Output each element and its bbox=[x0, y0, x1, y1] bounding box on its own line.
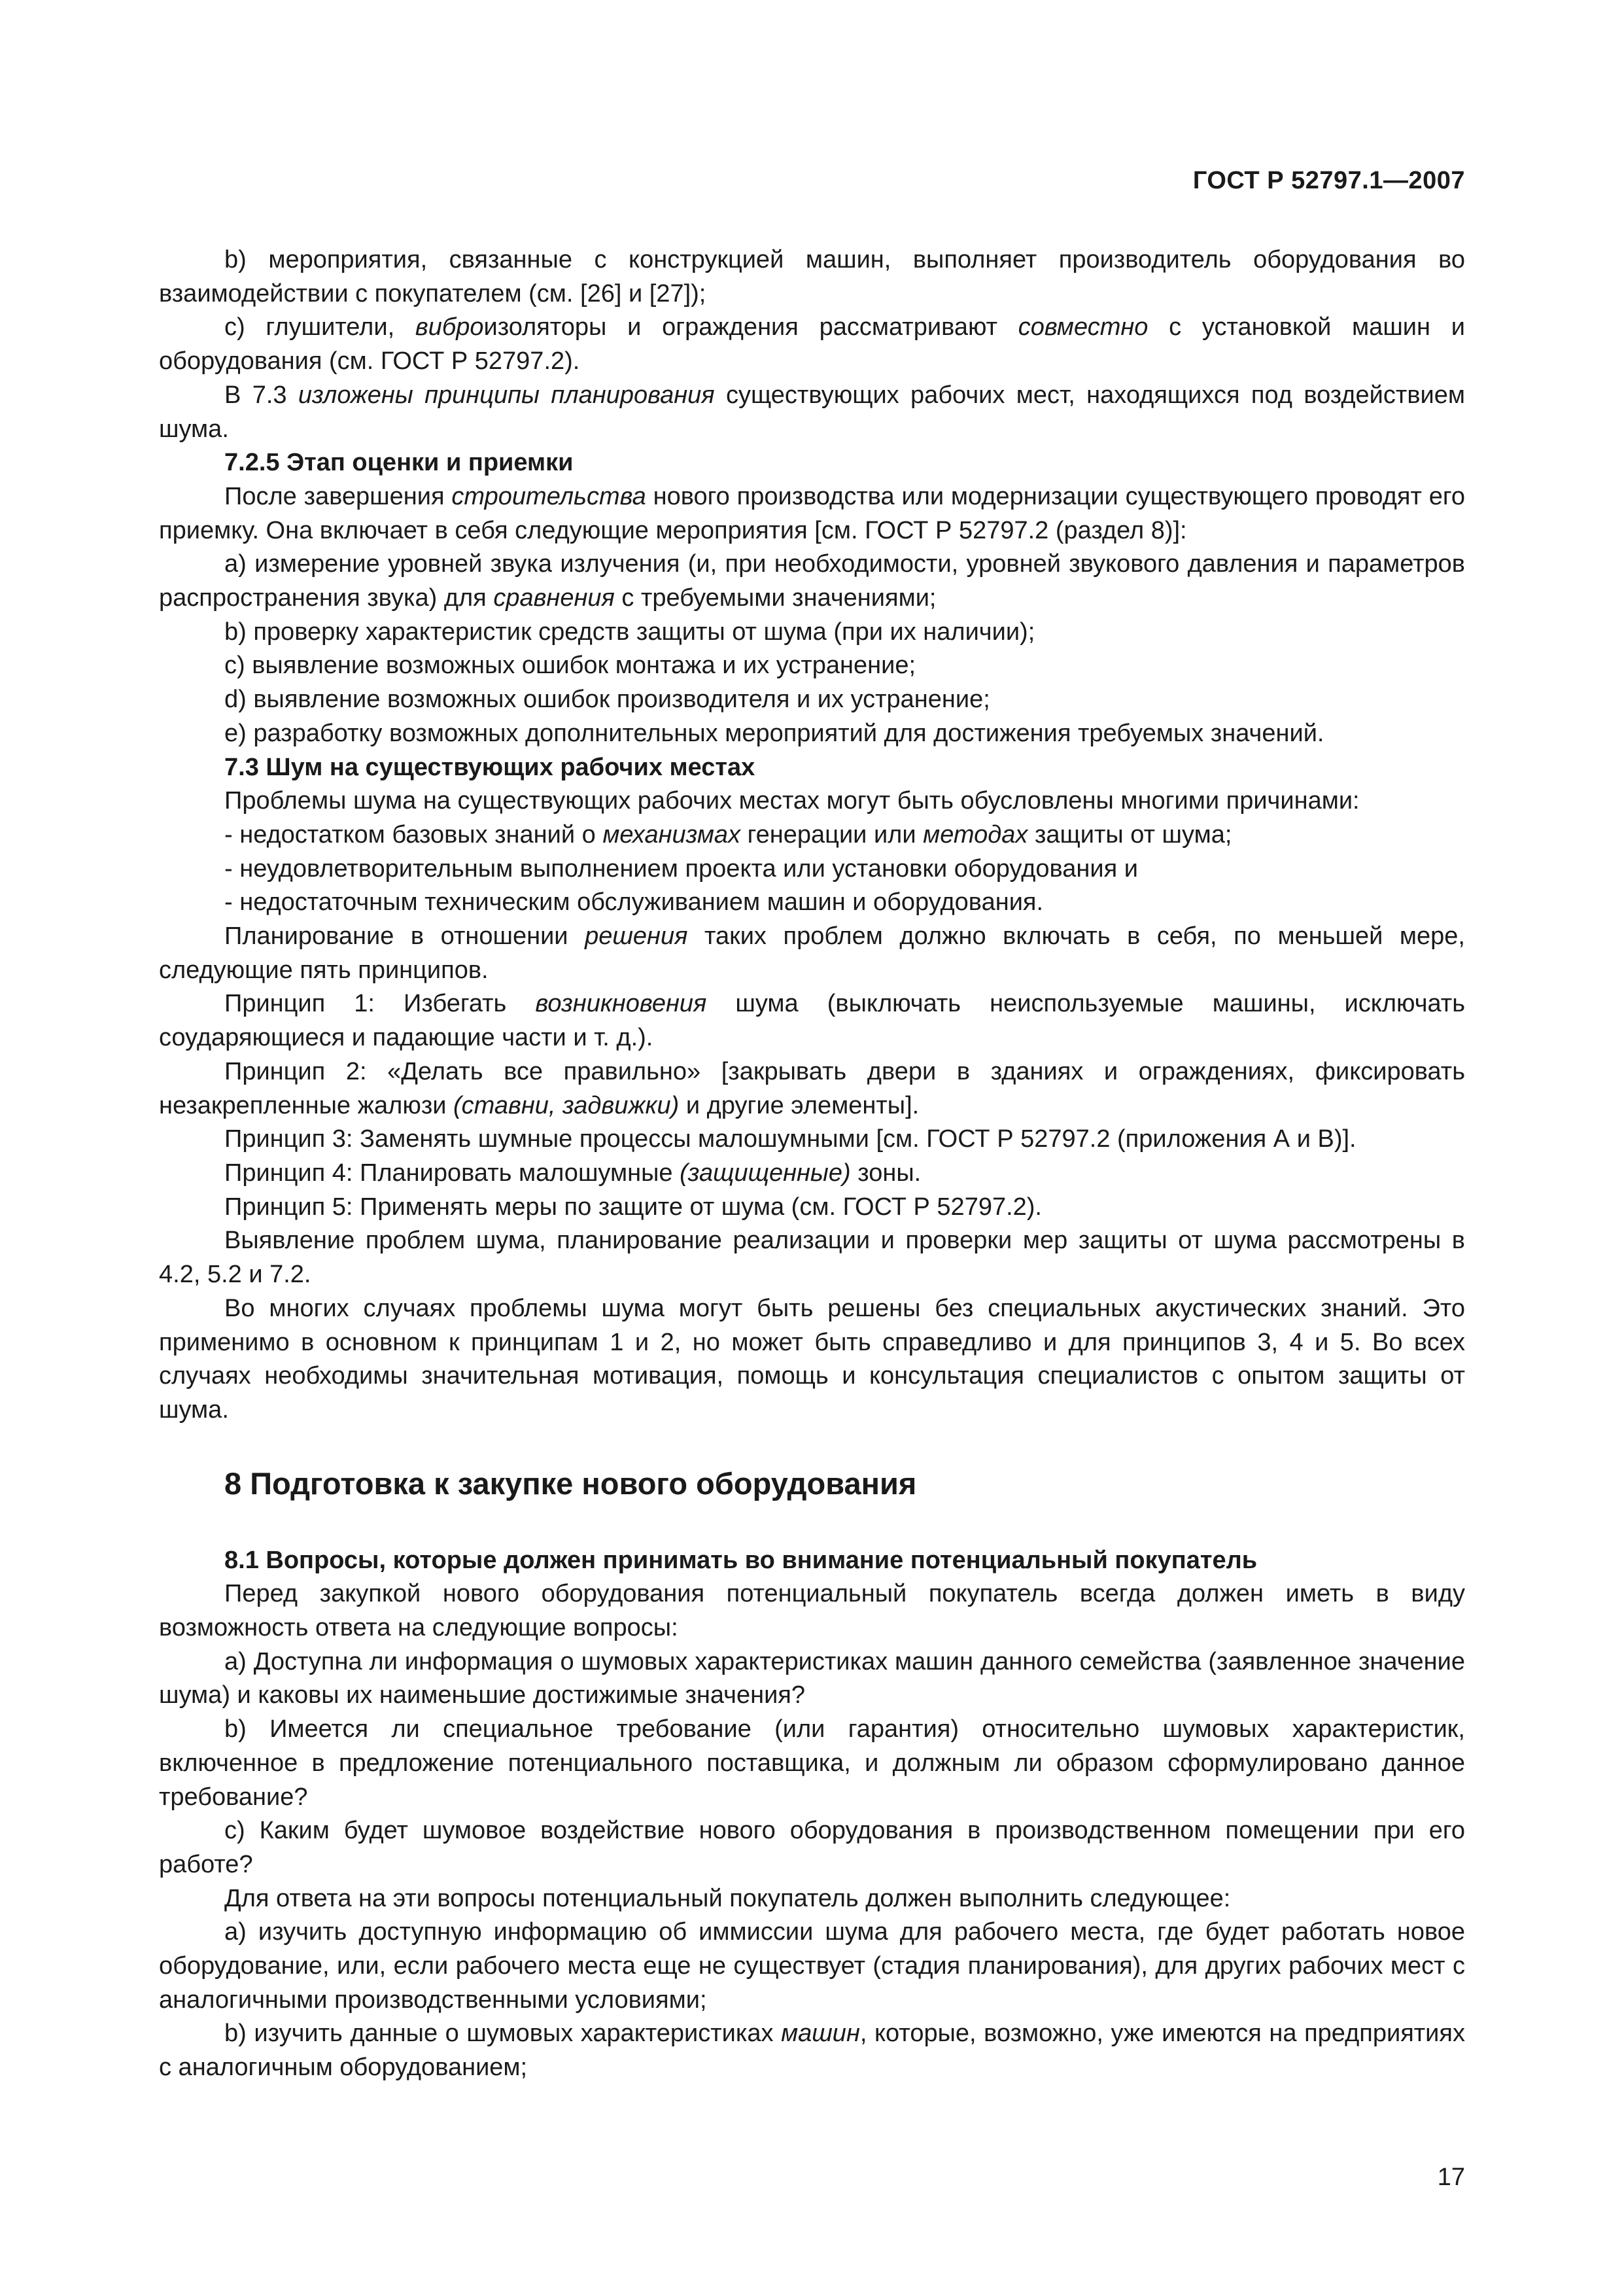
italic-text: изложены принципы планирования bbox=[298, 381, 715, 409]
paragraph bbox=[159, 379, 1465, 446]
text: и другие элементы]. bbox=[679, 1091, 920, 1119]
list-item: e) разработку возможных дополнительных мероприятий для достижения требуемых значений. bbox=[224, 719, 1324, 747]
text: - недостатком базовых знаний о bbox=[224, 820, 603, 849]
italic-text: возникновения bbox=[535, 990, 707, 1018]
text: существующих рабочих мест, находящихся под воздействием шума. bbox=[159, 381, 1465, 443]
text: с требуемыми значениями; bbox=[614, 584, 937, 612]
text: Планирование в отношении bbox=[224, 922, 585, 951]
text: шума (выключать неиспользуемые машины, исключать соударяющиеся и падающие части и т. д.). bbox=[159, 990, 1465, 1052]
page-number: 17 bbox=[1437, 2164, 1465, 2191]
text: Принцип 2: «Делать все правильно» [закрывать двери в зданиях и ограждениях, фиксировать незакрепленные жалюзи bbox=[159, 1057, 1465, 1119]
paragraph: Выявление проблем шума, планирование реализации и проверки мер защиты от шума рассмотрены в 4.2, 5.2 и 7.2. bbox=[159, 1227, 1465, 1289]
italic-text: механизмах bbox=[602, 820, 741, 849]
section-heading: 8 Подготовка к закупке нового оборудования bbox=[224, 1465, 917, 1501]
text: генерации или bbox=[740, 820, 924, 849]
subsection-heading: 7.2.5 Этап оценки и приемки bbox=[224, 449, 574, 477]
subsection-heading: 7.3 Шум на существующих рабочих местах bbox=[224, 753, 755, 781]
list-item bbox=[159, 548, 1465, 615]
text: нового производства или модернизации существующего проводят его приемку. Она включает в себя следующие мероприятия [см. ГОСТ Р 52797.2 (раздел 8)]: bbox=[159, 482, 1465, 544]
list-item: c) Каким будет шумовое воздействие нового оборудования в производственном помещении при его работе? bbox=[159, 1817, 1465, 1878]
paragraph bbox=[159, 311, 1465, 378]
paragraph bbox=[159, 1055, 1465, 1123]
paragraph bbox=[159, 243, 1465, 311]
text: В 7.3 bbox=[224, 381, 298, 409]
text: с установкой машин и оборудования (см. ГОСТ Р 52797.2). bbox=[159, 313, 1465, 376]
italic-text: вибро bbox=[415, 313, 484, 342]
paragraph bbox=[159, 1157, 1465, 1191]
paragraph: Принцип 5: Применять меры по защите от шума (см. ГОСТ Р 52797.2). bbox=[224, 1193, 1042, 1221]
italic-text: сравнения bbox=[493, 584, 615, 612]
italic-text: решения bbox=[585, 922, 688, 951]
paragraph: Принцип 3: Заменять шумные процессы малошумными [см. ГОСТ Р 52797.2 (приложения А и В)]. bbox=[224, 1125, 1356, 1153]
paragraph bbox=[159, 920, 1465, 987]
list-item: a) изучить доступную информацию об иммиссии шума для рабочего места, где будет работать новое оборудование, или, если рабочего места еще не существует (стадия планирования), для других рабочих мест с аналогичными производственными условиями; bbox=[159, 1918, 1465, 2014]
text: b) мероприятия, связанные с конструкцией машин, выполняет производитель оборудования во взаимодействии с покупателем (см. [26] и [27]); bbox=[159, 246, 1465, 307]
list-item bbox=[159, 818, 1465, 852]
italic-text: совместно bbox=[1018, 313, 1149, 342]
text: c) глушители, bbox=[224, 313, 415, 342]
list-item: - неудовлетворительным выполнением проекта или установки оборудования и bbox=[224, 854, 1139, 883]
italic-text: методах bbox=[923, 820, 1028, 849]
list-item bbox=[159, 2017, 1465, 2084]
list-item: c) выявление возможных ошибок монтажа и их устранение; bbox=[224, 652, 916, 680]
paragraph: Для ответа на эти вопросы потенциальный покупатель должен выполнить следующее: bbox=[224, 1884, 1231, 1912]
paragraph: Перед закупкой нового оборудования потенциальный покупатель всегда должен иметь в виду возможность ответа на следующие вопросы: bbox=[159, 1580, 1465, 1642]
paragraph bbox=[159, 987, 1465, 1055]
list-item: a) Доступна ли информация о шумовых характеристиках машин данного семейства (заявленное значение шума) и каковы их наименьшие достижимые значения? bbox=[159, 1647, 1465, 1709]
text: зоны. bbox=[850, 1159, 922, 1187]
text: Принцип 4: Планировать малошумные bbox=[224, 1159, 680, 1187]
italic-text: строительства bbox=[451, 482, 646, 510]
italic-text: (защищенные) bbox=[680, 1159, 851, 1187]
text: b) изучить данные о шумовых характеристиках bbox=[224, 2020, 782, 2048]
paragraph: Во многих случаях проблемы шума могут быть решены без специальных акустических знаний. Это применимо в основном к принципам 1 и 2, но может быть справедливо и для принципов 3, 4 и 5. Во всех случаях необходимы значительная мотивация, помощь и консультация специалистов с опытом защиты от шума. bbox=[159, 1294, 1465, 1424]
document-header: ГОСТ Р 52797.1—2007 bbox=[1192, 167, 1465, 194]
subsection-heading: 8.1 Вопросы, которые должен принимать во внимание потенциальный покупатель bbox=[224, 1546, 1258, 1574]
text: таких проблем должно включать в себя, по меньшей мере, следующие пять принципов. bbox=[159, 922, 1465, 984]
text: После завершения bbox=[224, 482, 452, 510]
list-item: - недостаточным техническим обслуживанием машин и оборудования. bbox=[224, 888, 1044, 917]
list-item: b) Имеется ли специальное требование (или гарантия) относительно шумовых характеристик, включенное в предложение потенциального поставщика, и должным ли образом сформулировано данное требование? bbox=[159, 1715, 1465, 1811]
list-item: d) выявление возможных ошибок производителя и их устранение; bbox=[224, 686, 990, 714]
paragraph bbox=[159, 480, 1465, 548]
paragraph: Проблемы шума на существующих рабочих местах могут быть обусловлены многими причинами: bbox=[224, 787, 1360, 815]
italic-text: машин bbox=[781, 2020, 860, 2048]
text: Принцип 1: Избегать bbox=[224, 990, 536, 1018]
text: защиты от шума; bbox=[1028, 820, 1232, 849]
list-item: b) проверку характеристик средств защиты от шума (при их наличии); bbox=[224, 618, 1035, 646]
page-content bbox=[159, 243, 1465, 2085]
text: изоляторы и ограждения рассматривают bbox=[483, 313, 1018, 342]
text: , которые, возможно, уже имеются на предприятиях с аналогичным оборудованием; bbox=[159, 2020, 1465, 2082]
text: a) измерение уровней звука излучения (и, при необходимости, уровней звукового давления и параметров распространения звука) для bbox=[159, 550, 1465, 612]
italic-text: (ставни, задвижки) bbox=[453, 1091, 680, 1119]
